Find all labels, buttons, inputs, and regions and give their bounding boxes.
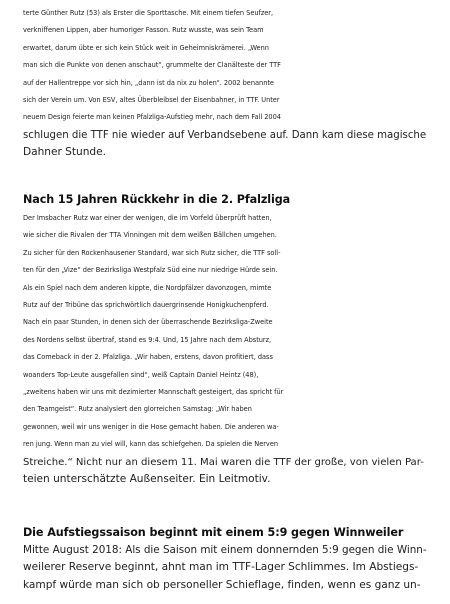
- text-line: terte Günther Rutz (53) als Erster die Sporttasche. Mit einem tiefen Seufzer,: [23, 9, 274, 17]
- text-line: wie sicher die Rivalen der TTA Vinningen mit dem weißen Bällchen umgehen.: [23, 231, 277, 240]
- text-line: Nach ein paar Stunden, in denen sich der überraschende Bezirksliga-Zweite: [23, 318, 273, 327]
- section-heading-aufstiegssaison: Die Aufstiegssaison beginnt mit einem 5:9 gegen Winnweiler: [23, 526, 404, 539]
- text-line: Dahner Stunde.: [23, 146, 106, 159]
- text-line: Der Imsbacher Rutz war einer der wenigen, die im Vorfeld überprüft hatten,: [23, 214, 272, 222]
- paragraph-rueckkehr: [23, 210, 424, 489]
- text-line: man sich die Punkte von denen anschaut“, grummelte der Clanälteste der TTF: [23, 61, 281, 70]
- text-line: schlugen die TTF nie wieder auf Verbandsebene auf. Dann kam diese magische: [23, 129, 427, 141]
- text-line: ten für den „Vize“ der Bezirksliga Westpfalz Süd eine nur niedrige Hürde sein.: [23, 266, 278, 275]
- text-line: sich der Verein um. Von ESV, altes Überbleibsel der Eisenbahner, in TTF. Unter: [23, 96, 280, 105]
- text-line: „zweitens haben wir uns mit dezimierter Mannschaft gesteigert, das spricht für: [23, 388, 284, 397]
- text-line: Mitte August 2018: Als die Saison mit einem donnernden 5:9 gegen die Winn-: [23, 544, 427, 556]
- paragraph-intro: [23, 5, 426, 162]
- text-line: des Nordens selbst übertraf, stand es 9:4. Und, 15 Jahre nach dem Absturz,: [23, 335, 272, 344]
- text-line: das Comeback in der 2. Pfalzliga. „Wir haben, erstens, davon profitiert, dass: [23, 353, 273, 362]
- text-line: ren jung. Wenn man zu viel will, kann das schiefgehen. Da spielen die Nerven: [23, 440, 279, 449]
- text-line: Als ein Spiel nach dem anderen kippte, die Nordpfälzer davonzogen, mimte: [23, 283, 272, 292]
- text-line: Streiche.“ Nicht nur an diesem 11. Mai waren die TTF der große, von vielen Par-: [23, 456, 424, 468]
- paragraph-aufstiegssaison: [23, 542, 427, 594]
- text-line: den Teamgeist“. Rutz analysiert den glorreichen Samstag: „Wir haben: [23, 405, 252, 414]
- text-line: weilerer Reserve beginnt, ahnt man im TTF-Lager Schlimmes. Im Abstiegs-: [23, 561, 419, 574]
- section-heading-rueckkehr: Nach 15 Jahren Rückkehr in die 2. Pfalzliga: [23, 193, 291, 206]
- text-line: gewonnen, weil wir uns weniger in die Hose gemacht haben. Die anderen wa-: [23, 422, 279, 431]
- text-line: teien unterschätzte Außenseiter. Ein Leitmotiv.: [23, 473, 271, 486]
- text-line: kampf würde man sich ob personeller Schieflage, finden, wenn es ganz un-: [23, 578, 421, 591]
- text-line: auf der Hallentreppe vor sich hin, „dann ist da nix zu holen“. 2002 benannte: [23, 78, 274, 87]
- text-line: woanders Top-Leute ausgefallen sind“, weiß Captain Daniel Heintz (48),: [23, 370, 259, 379]
- text-line: verkniffenen Lippen, aber humoriger Fasson. Rutz wusste, was sein Team: [23, 26, 264, 35]
- text-line: erwartet, darum übte er sich kein Stück weit in Geheimniskrämerei. „Wenn: [23, 43, 269, 52]
- text-line: neuem Design feierte man keinen Pfalzliga-Aufstieg mehr, nach dem Fall 2004: [23, 113, 281, 122]
- text-line: Rutz auf der Tribüne das sprichwörtlich dauergrinsende Honigkuchenpferd.: [23, 301, 269, 310]
- text-line: Zu sicher für den Rockenhausener Standard, war sich Rutz sicher, die TTF soll-: [23, 248, 281, 257]
